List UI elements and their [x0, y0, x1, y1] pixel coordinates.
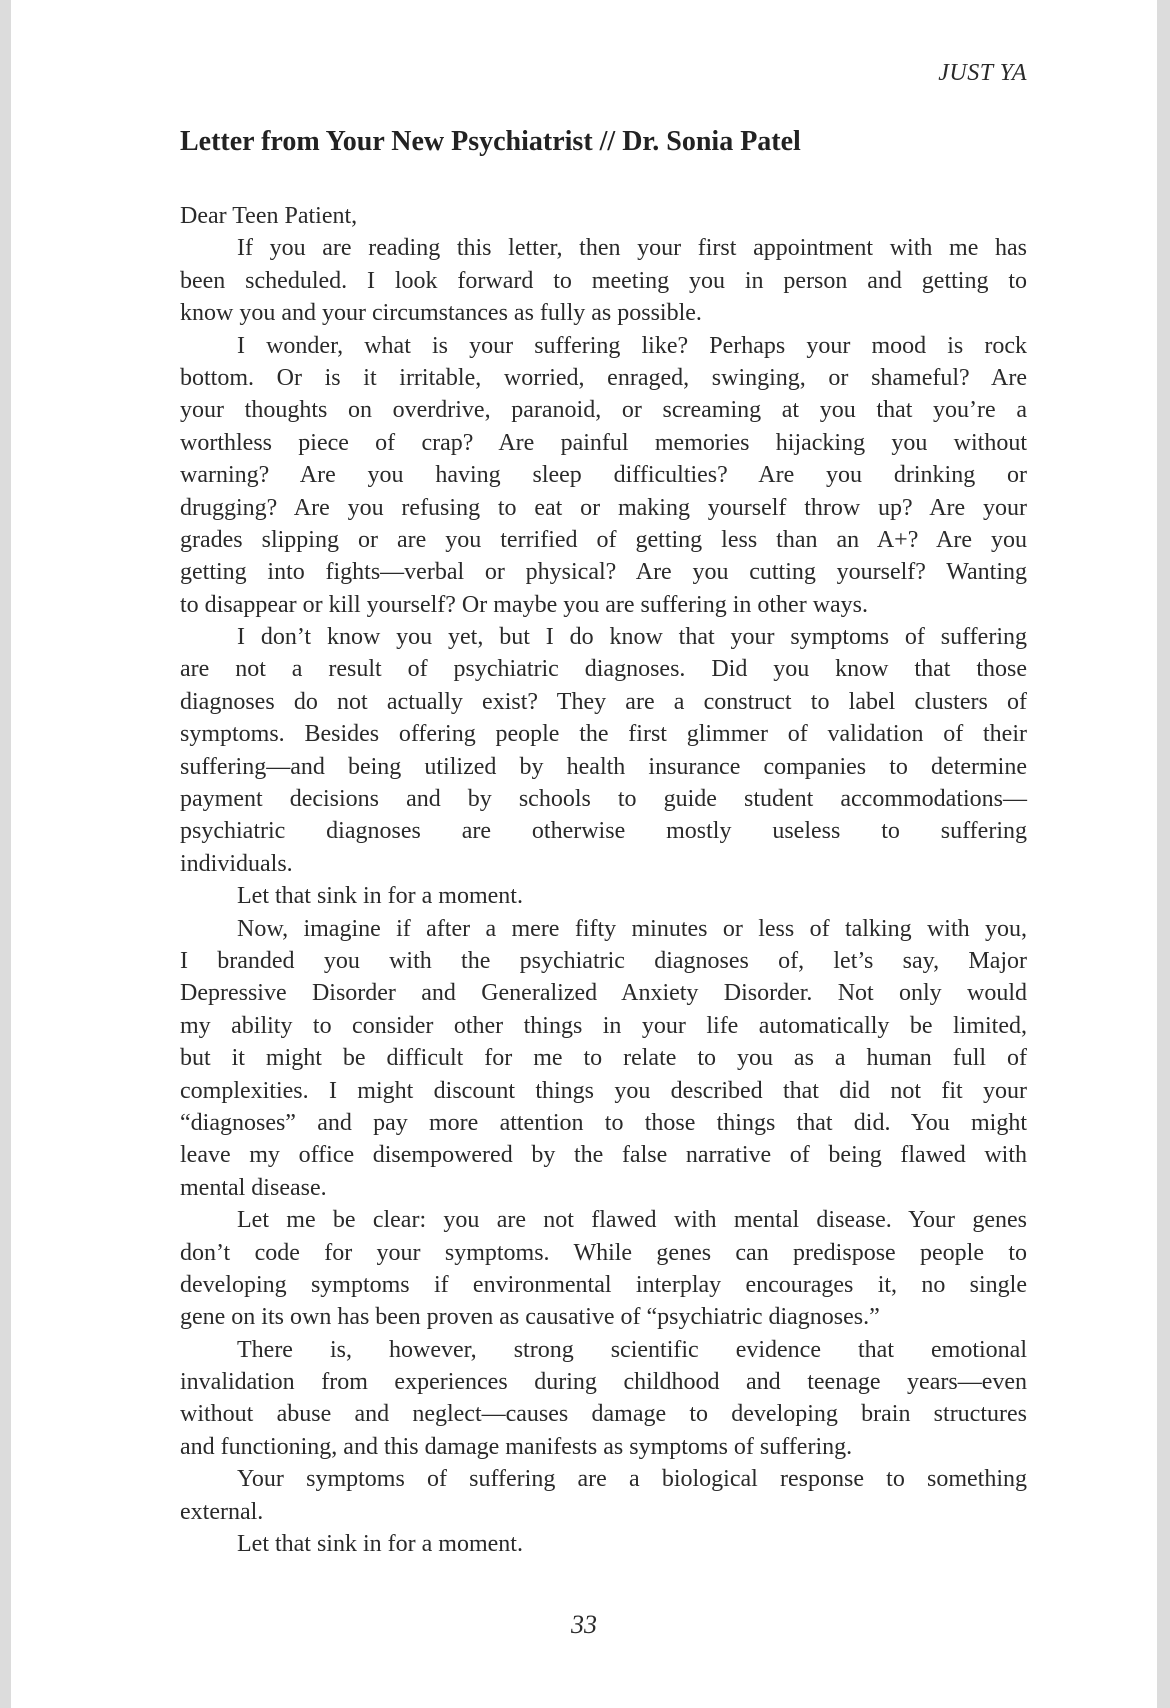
- text-line: complexities. I might discount things you described that did not fit your: [180, 1077, 1027, 1104]
- text-line: to disappear or kill yourself? Or maybe you are suffering in other ways.: [180, 591, 869, 618]
- text-line: grades slipping or are you terrified of getting less than an A+? Are you: [180, 526, 1027, 553]
- chapter-title: Letter from Your New Psychiatrist // Dr. Sonia Patel: [180, 126, 801, 157]
- text-line: psychiatric diagnoses are otherwise mostly useless to suffering: [180, 818, 1027, 845]
- text-line: diagnoses do not actually exist? They are a construct to label clusters of: [180, 688, 1027, 715]
- text-line: Your symptoms of suffering are a biological response to something: [237, 1466, 1027, 1493]
- text-line: Depressive Disorder and Generalized Anxiety Disorder. Not only would: [180, 980, 1027, 1007]
- text-line: are not a result of psychiatric diagnoses. Did you know that those: [180, 656, 1027, 683]
- text-line: “diagnoses” and pay more attention to those things that did. You might: [180, 1109, 1027, 1136]
- text-line: don’t code for your symptoms. While genes can predispose people to: [180, 1239, 1027, 1266]
- text-line: warning? Are you having sleep difficulties? Are you drinking or: [180, 462, 1027, 489]
- text-line: external.: [180, 1498, 264, 1525]
- text-line: your thoughts on overdrive, paranoid, or screaming at you that you’re a: [180, 397, 1027, 424]
- paragraph: [180, 200, 1027, 232]
- text-line: There is, however, strong scientific evidence that emotional: [237, 1336, 1027, 1363]
- paragraph: [180, 1204, 1027, 1334]
- running-head: JUST YA: [938, 60, 1027, 86]
- paragraph: [180, 330, 1027, 622]
- text-line: been scheduled. I look forward to meeting you in person and getting to: [180, 267, 1027, 294]
- text-line: know you and your circumstances as fully as possible.: [180, 300, 702, 327]
- text-line: I wonder, what is your suffering like? Perhaps your mood is rock: [237, 332, 1027, 359]
- paragraph: [180, 1463, 1027, 1528]
- paragraph: [180, 621, 1027, 880]
- text-line: and functioning, and this damage manifests as symptoms of suffering.: [180, 1433, 853, 1460]
- text-line: Let that sink in for a moment.: [237, 883, 523, 910]
- text-line: payment decisions and by schools to guide student accommodations—: [180, 786, 1027, 813]
- paragraph: [180, 1334, 1027, 1464]
- book-page: [11, 0, 1157, 1708]
- text-line: but it might be difficult for me to relate to you as a human full of: [180, 1045, 1027, 1072]
- paragraph: [180, 232, 1027, 329]
- text-line: I branded you with the psychiatric diagnoses of, let’s say, Major: [180, 947, 1027, 974]
- text-line: Let me be clear: you are not flawed with mental disease. Your genes: [237, 1207, 1027, 1234]
- page-number: 33: [571, 1610, 597, 1639]
- text-line: gene on its own has been proven as causative of “psychiatric diagnoses.”: [180, 1304, 880, 1331]
- text-line: mental disease.: [180, 1174, 327, 1201]
- text-line: my ability to consider other things in your life automatically be limited,: [180, 1012, 1027, 1039]
- text-line: symptoms. Besides offering people the first glimmer of validation of their: [180, 721, 1027, 748]
- text-line: Dear Teen Patient,: [180, 203, 358, 229]
- text-line: invalidation from experiences during childhood and teenage years—even: [180, 1369, 1027, 1396]
- text-line: bottom. Or is it irritable, worried, enraged, swinging, or shameful? Are: [180, 364, 1027, 391]
- text-line: leave my office disempowered by the false narrative of being flawed with: [180, 1142, 1027, 1169]
- text-line: individuals.: [180, 850, 293, 877]
- text-line: without abuse and neglect—causes damage to developing brain structures: [180, 1401, 1027, 1428]
- paragraph: [180, 913, 1027, 1205]
- text-line: drugging? Are you refusing to eat or making yourself throw up? Are your: [180, 494, 1027, 521]
- text-line: Let that sink in for a moment.: [237, 1531, 523, 1558]
- text-line: I don’t know you yet, but I do know that your symptoms of suffering: [237, 624, 1027, 651]
- paragraph: [180, 1528, 1027, 1560]
- text-line: suffering—and being utilized by health insurance companies to determine: [180, 753, 1027, 780]
- text-line: Now, imagine if after a mere fifty minutes or less of talking with you,: [237, 915, 1027, 942]
- letter-body: [180, 200, 1027, 1560]
- text-line: If you are reading this letter, then your first appointment with me has: [237, 235, 1027, 262]
- paragraph: [180, 880, 1027, 912]
- text-line: getting into fights—verbal or physical? Are you cutting yourself? Wanting: [180, 559, 1027, 586]
- text-line: worthless piece of crap? Are painful memories hijacking you without: [180, 429, 1027, 456]
- text-line: developing symptoms if environmental interplay encourages it, no single: [180, 1271, 1027, 1298]
